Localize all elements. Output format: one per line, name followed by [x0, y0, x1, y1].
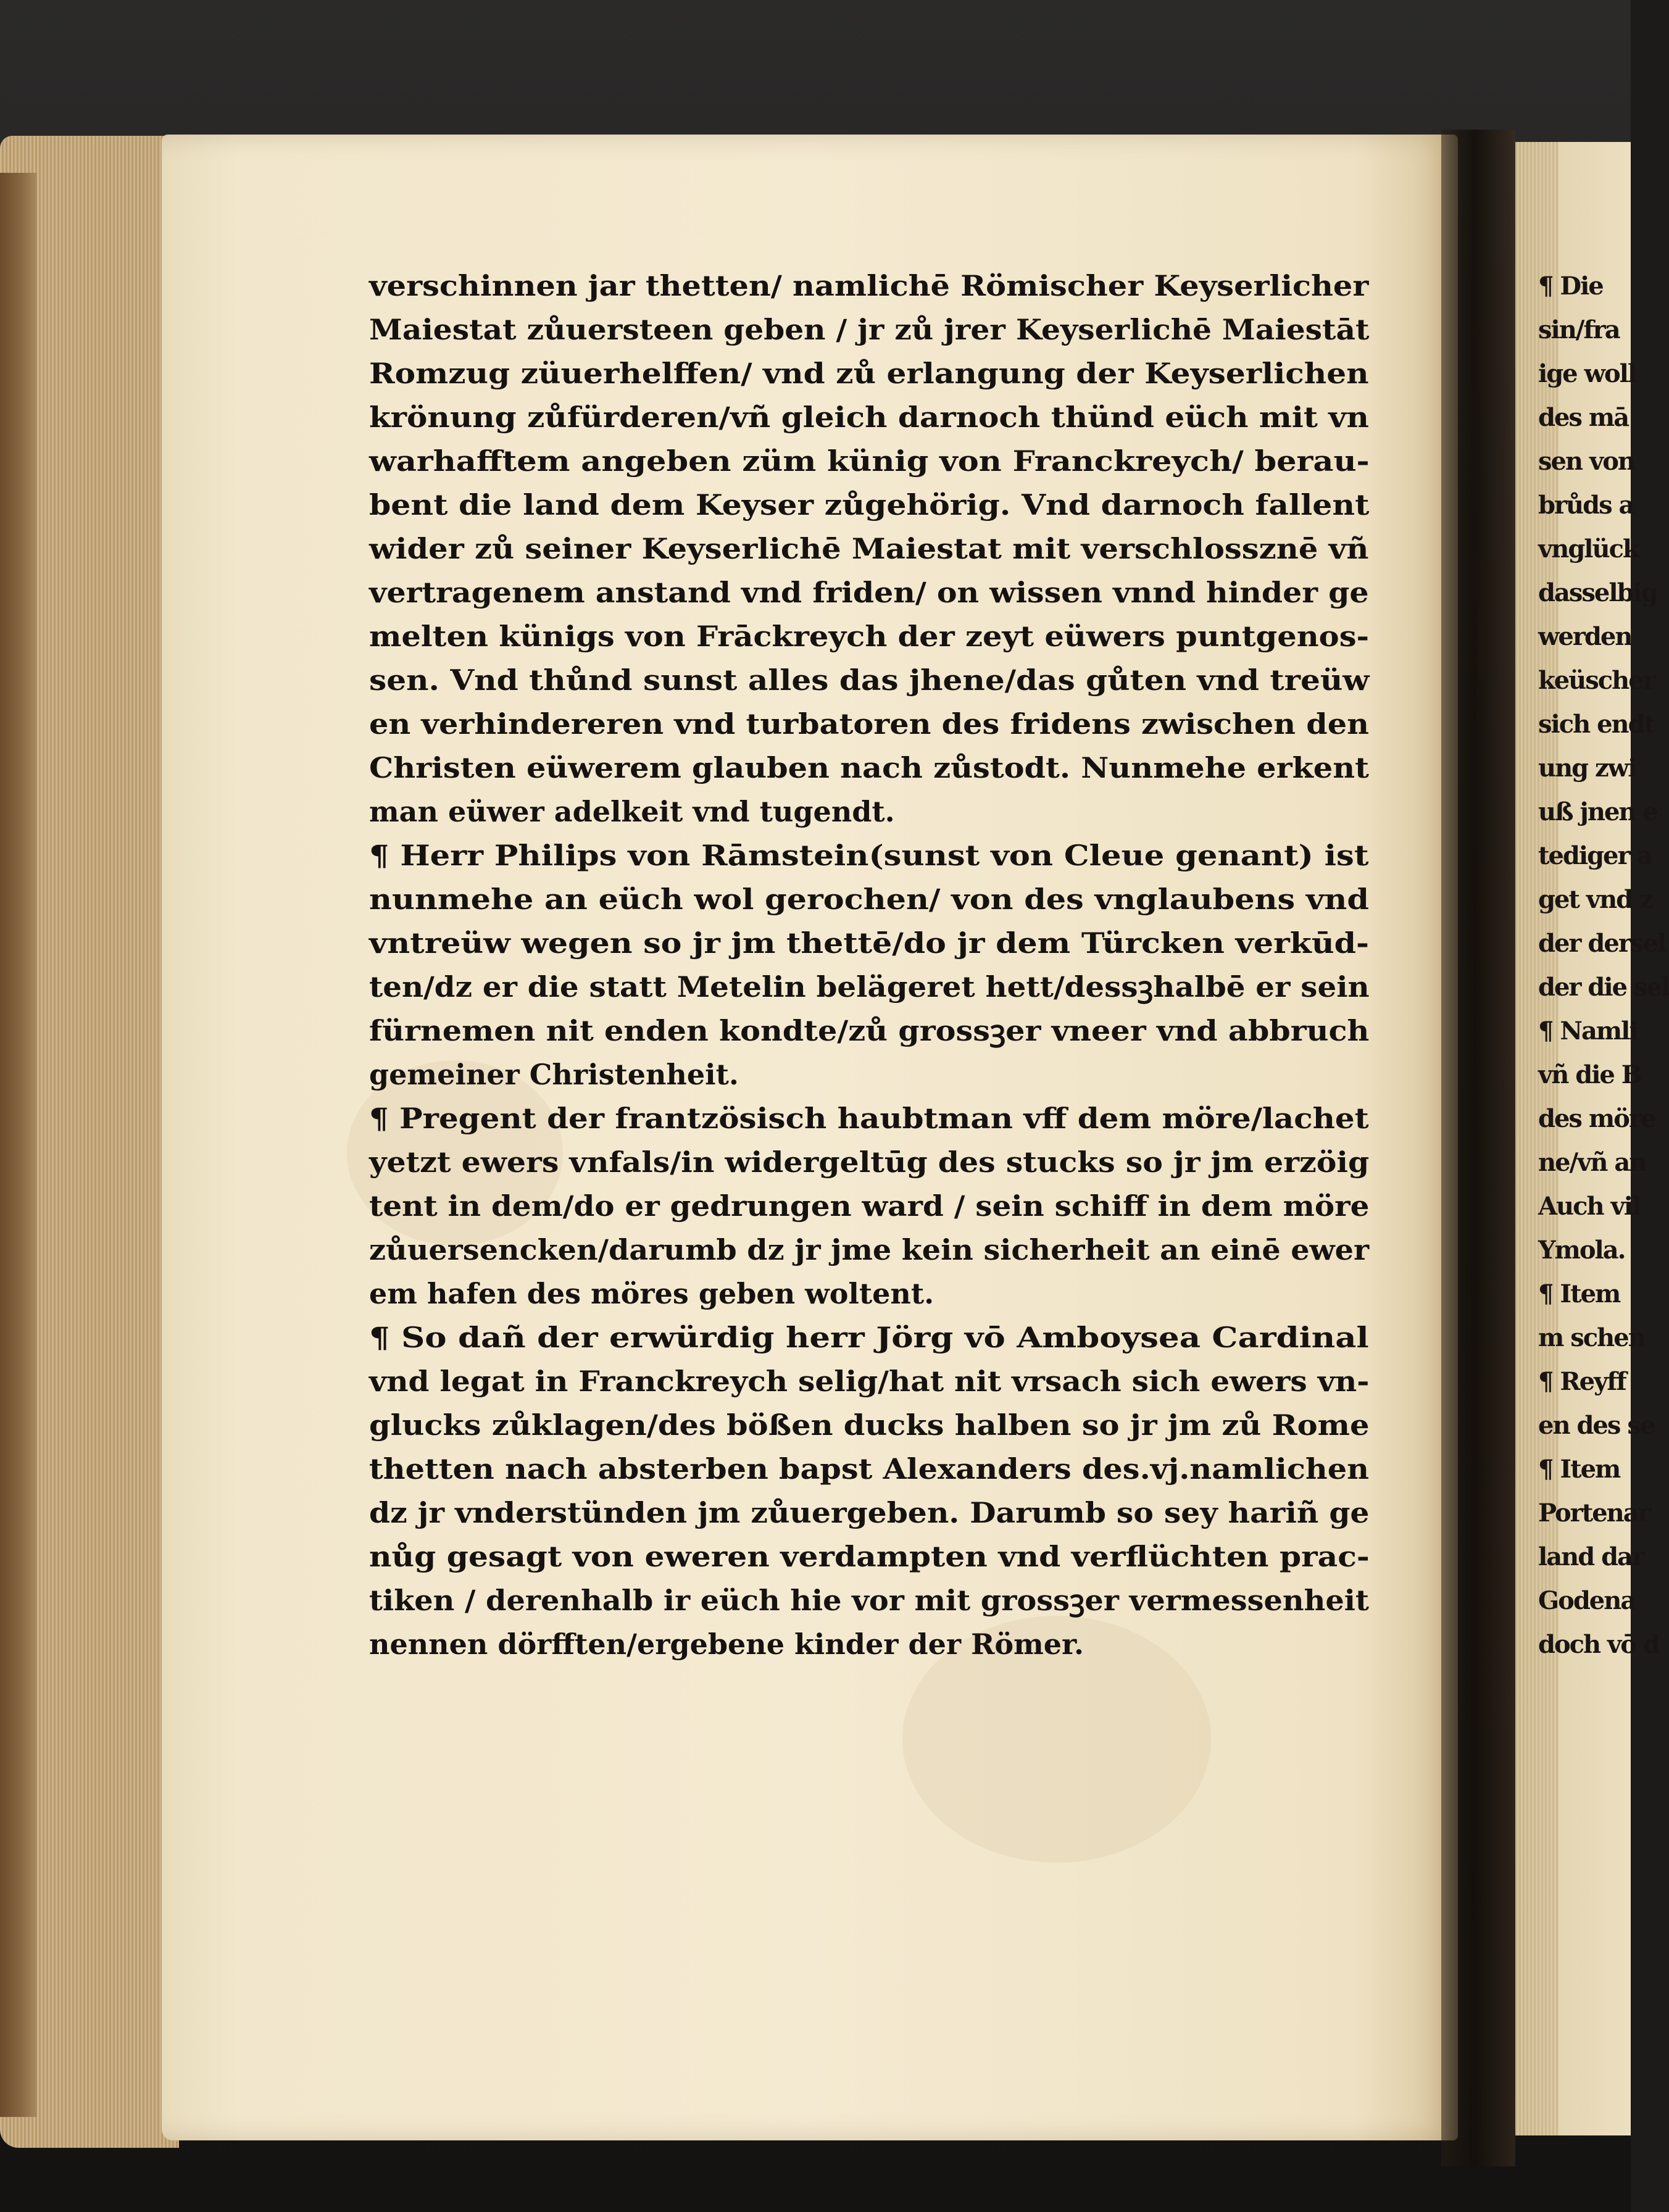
facing-text-line: Auch vil: [1538, 1192, 1641, 1221]
facing-text-line: vñ die B: [1538, 1060, 1641, 1089]
text-line: tiken / derenhalb ir eüch hie vor mit grossꝫer vermessenheit: [369, 1584, 1369, 1617]
text-line: glucks zůklagen/des bößen ducks halben so jr jm zů Rome: [369, 1408, 1370, 1442]
facing-text-line: sen von: [1538, 447, 1634, 476]
text-line: warhafftem angeben züm künig von Franckreych/ berau-: [369, 444, 1370, 478]
facing-text-line: ¶ Item: [1538, 1455, 1620, 1484]
facing-text-line: get vnd z: [1538, 885, 1652, 914]
text-line: vnd legat in Franckreych selig/hat nit vrsach sich ewers vn-: [369, 1365, 1370, 1398]
facing-text-line: tediger a: [1538, 841, 1652, 870]
facing-text-line: ¶ Item: [1538, 1279, 1620, 1308]
text-line: dz jr vnderstünden jm zůuergeben. Darumb so sey hariñ ge: [369, 1496, 1370, 1529]
text-line: verschinnen jar thetten/ namlichē Römischer Keyserlicher: [369, 269, 1369, 302]
paragraph-start-line: ¶ Pregent der frantzösisch haubtman vff dem möre/lachet: [369, 1102, 1369, 1135]
facing-page-text: [1538, 264, 1669, 1666]
facing-text-line: ¶ Reyff: [1538, 1367, 1626, 1396]
text-line: Christen eüwerem glauben nach zůstodt. Nunmehe erkent: [369, 751, 1369, 784]
facing-text-line: en des se: [1538, 1411, 1655, 1440]
facing-text-line: dasselbig: [1538, 578, 1657, 607]
text-line: ten/dz er die statt Metelin belägeret hett/dessꝫhalbē er sein: [369, 970, 1370, 1004]
facing-text-line: Portenar: [1538, 1499, 1650, 1528]
facing-text-line: Godena: [1538, 1586, 1636, 1615]
text-line: bent die land dem Keyser zůgehörig. Vnd darnoch fallent: [369, 488, 1370, 522]
main-text-block: [369, 264, 1369, 1666]
text-line: yetzt ewers vnfals/in widergeltūg des stucks so jr jm erzöig: [369, 1146, 1370, 1179]
facing-text-line: keüscher: [1538, 666, 1655, 695]
text-line: Romzug züuerhelffen/ vnd zů erlangung der Keyserlichen: [369, 357, 1369, 390]
facing-text-line: uß jnen e: [1538, 797, 1657, 826]
facing-text-line: sin/fra: [1538, 315, 1620, 344]
paragraph-start-line: ¶ So dañ der erwürdig herr Jörg vō Amboysea Cardinal: [369, 1321, 1369, 1354]
facing-text-line: der dersel: [1538, 929, 1666, 958]
text-line: tent in dem/do er gedrungen ward / sein schiff in dem möre: [369, 1189, 1370, 1223]
facing-text-line: des möre: [1538, 1104, 1655, 1133]
text-line: melten künigs von Frāckreych der zeyt eüwers puntgenos-: [369, 620, 1370, 653]
facing-text-line: sich endt: [1538, 710, 1655, 739]
text-line: krönung zůfürderen/vñ gleich darnoch thünd eüch mit vn: [369, 401, 1369, 434]
text-line: fürnemen nit enden kondte/zů grossꝫer vneer vnd abbruch: [369, 1014, 1370, 1047]
facing-text-line: doch vō d: [1538, 1630, 1659, 1659]
text-line: vertragenem anstand vnd friden/ on wissen vnnd hinder ge: [369, 576, 1369, 609]
facing-text-line: des mā: [1538, 403, 1629, 432]
text-line: en verhindereren vnd turbatoren des fridens zwischen den: [369, 707, 1369, 741]
text-line: sen. Vnd thůnd sunst alles das jhene/das gůten vnd treüw: [369, 663, 1370, 697]
text-line: em hafen des möres geben woltent.: [369, 1277, 934, 1310]
facing-text-line: ung zwi: [1538, 754, 1636, 783]
text-line: zůuersencken/darumb dz jr jme kein sicherheit an einē ewer: [369, 1233, 1370, 1266]
text-line: nůg gesagt von eweren verdampten vnd verflüchten prac-: [369, 1540, 1370, 1573]
text-line: thetten nach absterben bapst Alexanders des.vj.namlichen: [369, 1452, 1369, 1486]
facing-text-line: Ymola.: [1538, 1236, 1625, 1265]
text-line: man eüwer adelkeit vnd tugendt.: [369, 795, 895, 828]
facing-text-line: der die sel: [1538, 973, 1669, 1002]
facing-text-line: land dar: [1538, 1542, 1644, 1571]
text-line: nunmehe an eüch wol gerochen/ von des vnglaubens vnd: [369, 883, 1369, 916]
paragraph-start-line: ¶ Herr Philips von Rāmstein(sunst von Cleue genant) ist: [369, 839, 1369, 872]
book-binding: [0, 173, 37, 2117]
facing-text-line: ¶ Die: [1538, 272, 1603, 301]
facing-text-line: brůds a: [1538, 491, 1634, 520]
text-line: vntreüw wegen so jr jm thettē/do jr dem Türcken verkūd-: [369, 926, 1369, 960]
facing-text-line: vnglück: [1538, 534, 1639, 563]
facing-text-line: ne/vñ an: [1538, 1148, 1646, 1177]
text-line: gemeiner Christenheit.: [369, 1058, 739, 1091]
facing-text-line: ¶ Namli: [1538, 1017, 1638, 1046]
text-line: Maiestat zůuersteen geben / jr zů jrer Keyserlichē Maiestāt: [369, 313, 1370, 346]
text-line: nennen dörfften/ergebene kinder der Römer.: [369, 1628, 1084, 1661]
text-line: wider zů seiner Keyserlichē Maiestat mit verschlossznē vñ: [369, 532, 1369, 565]
facing-text-line: ige woll: [1538, 359, 1636, 388]
facing-text-line: werden: [1538, 622, 1632, 651]
facing-text-line: m schen: [1538, 1323, 1645, 1352]
